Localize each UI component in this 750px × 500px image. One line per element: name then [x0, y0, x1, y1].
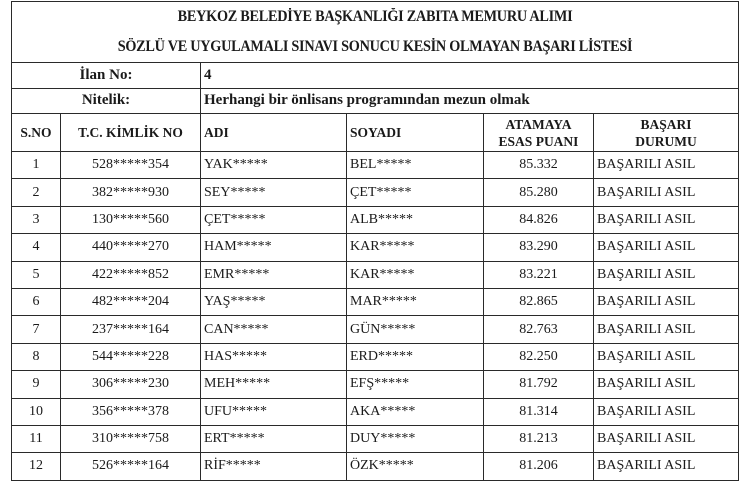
cell-puan: 81.314	[484, 398, 594, 425]
cell-durum: BAŞARILI ASIL	[594, 234, 739, 261]
results-sheet	[11, 1, 738, 481]
header-sno: S.NO	[12, 114, 61, 152]
cell-adi: YAK*****	[201, 152, 347, 179]
cell-sno: 8	[12, 343, 61, 370]
table-row	[12, 398, 739, 425]
header-durum-line-1: BAŞARI	[640, 116, 692, 132]
cell-sno: 4	[12, 234, 61, 261]
header-tc: T.C. KİMLİK NO	[61, 114, 201, 152]
cell-tc-kimlik: 544*****228	[61, 343, 201, 370]
table-row	[12, 425, 739, 452]
header-adi: ADI	[201, 114, 347, 152]
cell-durum: BAŞARILI ASIL	[594, 316, 739, 343]
table-row	[12, 453, 739, 480]
cell-soyadi: KAR*****	[347, 234, 484, 261]
cell-puan: 83.290	[484, 234, 594, 261]
header-soyadi: SOYADI	[347, 114, 484, 152]
cell-tc-kimlik: 130*****560	[61, 206, 201, 233]
cell-sno: 5	[12, 261, 61, 288]
cell-tc-kimlik: 356*****378	[61, 398, 201, 425]
cell-adi: ÇET*****	[201, 206, 347, 233]
cell-durum: BAŞARILI ASIL	[594, 261, 739, 288]
cell-durum: BAŞARILI ASIL	[594, 179, 739, 206]
cell-puan: 81.213	[484, 425, 594, 452]
table-row	[12, 234, 739, 261]
cell-soyadi: DUY*****	[347, 425, 484, 452]
header-durum	[594, 114, 739, 152]
cell-adi: UFU*****	[201, 398, 347, 425]
cell-sno: 11	[12, 425, 61, 452]
document-title	[12, 2, 739, 63]
cell-durum: BAŞARILI ASIL	[594, 371, 739, 398]
cell-tc-kimlik: 440*****270	[61, 234, 201, 261]
cell-adi: SEY*****	[201, 179, 347, 206]
cell-adi: MEH*****	[201, 371, 347, 398]
cell-soyadi: GÜN*****	[347, 316, 484, 343]
cell-puan: 84.826	[484, 206, 594, 233]
table-row	[12, 316, 739, 343]
header-puan	[484, 114, 594, 152]
table-row	[12, 179, 739, 206]
cell-adi: CAN*****	[201, 316, 347, 343]
table-row	[12, 261, 739, 288]
table-row	[12, 206, 739, 233]
cell-durum: BAŞARILI ASIL	[594, 425, 739, 452]
cell-soyadi: EFŞ*****	[347, 371, 484, 398]
ilan-label: İlan No:	[12, 63, 201, 89]
cell-puan: 83.221	[484, 261, 594, 288]
cell-soyadi: ERD*****	[347, 343, 484, 370]
cell-adi: RİF*****	[201, 453, 347, 480]
cell-puan: 82.250	[484, 343, 594, 370]
cell-tc-kimlik: 528*****354	[61, 152, 201, 179]
cell-soyadi: AKA*****	[347, 398, 484, 425]
cell-soyadi: ALB*****	[347, 206, 484, 233]
cell-tc-kimlik: 310*****758	[61, 425, 201, 452]
cell-durum: BAŞARILI ASIL	[594, 206, 739, 233]
cell-durum: BAŞARILI ASIL	[594, 398, 739, 425]
cell-durum: BAŞARILI ASIL	[594, 343, 739, 370]
cell-sno: 10	[12, 398, 61, 425]
cell-sno: 3	[12, 206, 61, 233]
cell-puan: 81.206	[484, 453, 594, 480]
cell-soyadi: BEL*****	[347, 152, 484, 179]
table-row	[12, 371, 739, 398]
cell-puan: 85.280	[484, 179, 594, 206]
results-table	[11, 1, 739, 481]
cell-tc-kimlik: 526*****164	[61, 453, 201, 480]
cell-sno: 12	[12, 453, 61, 480]
cell-soyadi: ÇET*****	[347, 179, 484, 206]
cell-puan: 82.763	[484, 316, 594, 343]
header-puan-line-1: ATAMAYA	[505, 116, 572, 132]
cell-durum: BAŞARILI ASIL	[594, 152, 739, 179]
cell-adi: ERT*****	[201, 425, 347, 452]
title-line-2: SÖZLÜ VE UYGULAMALI SINAVI SONUCU KESİN OLMAYAN BAŞARI LİSTESİ	[117, 38, 633, 55]
cell-adi: YAŞ*****	[201, 288, 347, 315]
cell-puan: 81.792	[484, 371, 594, 398]
cell-soyadi: ÖZK*****	[347, 453, 484, 480]
nitelik-value: Herhangi bir önlisans programından mezun olmak	[201, 88, 739, 114]
cell-tc-kimlik: 382*****930	[61, 179, 201, 206]
cell-sno: 9	[12, 371, 61, 398]
header-puan-line-2: ESAS PUANI	[498, 133, 579, 149]
cell-soyadi: MAR*****	[347, 288, 484, 315]
nitelik-label: Nitelik:	[12, 88, 201, 114]
table-row	[12, 343, 739, 370]
ilan-value: 4	[201, 63, 739, 89]
cell-tc-kimlik: 482*****204	[61, 288, 201, 315]
cell-puan: 82.865	[484, 288, 594, 315]
cell-puan: 85.332	[484, 152, 594, 179]
title-line-1: BEYKOZ BELEDİYE BAŞKANLIĞI ZABITA MEMURU ALIMI	[177, 8, 573, 25]
cell-durum: BAŞARILI ASIL	[594, 453, 739, 480]
cell-durum: BAŞARILI ASIL	[594, 288, 739, 315]
header-durum-line-2: DURUMU	[635, 133, 697, 149]
cell-tc-kimlik: 306*****230	[61, 371, 201, 398]
table-row	[12, 288, 739, 315]
cell-sno: 7	[12, 316, 61, 343]
cell-sno: 1	[12, 152, 61, 179]
cell-tc-kimlik: 237*****164	[61, 316, 201, 343]
cell-sno: 6	[12, 288, 61, 315]
table-header-row	[12, 114, 739, 152]
cell-tc-kimlik: 422*****852	[61, 261, 201, 288]
table-row	[12, 152, 739, 179]
cell-soyadi: KAR*****	[347, 261, 484, 288]
cell-sno: 2	[12, 179, 61, 206]
cell-adi: EMR*****	[201, 261, 347, 288]
cell-adi: HAM*****	[201, 234, 347, 261]
cell-adi: HAS*****	[201, 343, 347, 370]
